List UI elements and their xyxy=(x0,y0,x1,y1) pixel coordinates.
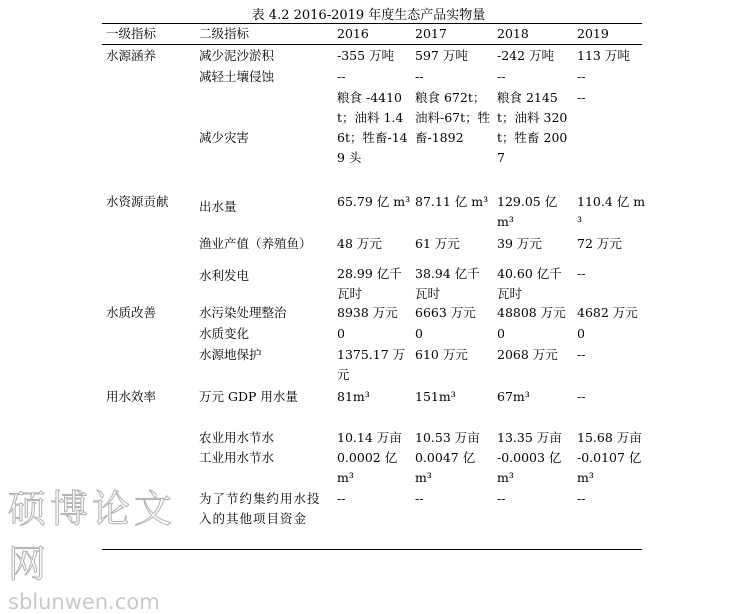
table-cell: -0.0107 亿 m³ xyxy=(577,450,642,485)
table-cell: 0 xyxy=(337,326,345,341)
table-cell: 10.14 万亩 xyxy=(337,430,402,445)
table-cell: 1375.17 万元 xyxy=(337,347,406,382)
row-label: 减轻土壤侵蚀 xyxy=(199,69,275,84)
table-cell: 67m³ xyxy=(497,389,530,404)
table-cell: -- xyxy=(337,69,346,84)
table-cell: 0.0047 亿 m³ xyxy=(415,450,476,485)
row-label: 万元 GDP 用水量 xyxy=(199,389,298,404)
table-cell: 28.99 亿千瓦时 xyxy=(337,266,402,301)
level1-water-quality: 水质改善 xyxy=(106,305,157,320)
row-label: 减少灾害 xyxy=(199,130,250,145)
table-cell: -- xyxy=(337,491,346,506)
table-cell: -- xyxy=(577,389,586,404)
header-2016: 2016 xyxy=(337,26,369,41)
row-label: 减少泥沙淤积 xyxy=(199,48,275,63)
header-level2: 二级指标 xyxy=(199,26,250,41)
header-rule xyxy=(102,44,642,45)
table-cell: -- xyxy=(415,69,424,84)
table-cell: -- xyxy=(577,266,586,281)
table-cell: -- xyxy=(415,491,424,506)
row-label: 水利发电 xyxy=(199,268,250,283)
table-cell: 65.79 亿 m³ xyxy=(337,194,411,209)
table-cell: 72 万元 xyxy=(577,236,622,251)
table-cell: 0 xyxy=(577,326,585,341)
table-cell: -- xyxy=(577,90,586,105)
table-cell: 40.60 亿千瓦时 xyxy=(497,266,562,301)
watermark xyxy=(8,478,198,614)
level1-water-contribution: 水资源贡献 xyxy=(106,194,169,209)
table-cell: 610 万元 xyxy=(415,347,468,362)
table-cell: 0 xyxy=(497,326,505,341)
table-cell: -355 万吨 xyxy=(337,48,395,63)
table-cell: 粮食 2145t；油料 320t；牲畜 2007 xyxy=(497,90,568,165)
header-2019: 2019 xyxy=(577,26,609,41)
header-2018: 2018 xyxy=(497,26,529,41)
table-cell: 597 万吨 xyxy=(415,48,468,63)
table-cell: -- xyxy=(577,347,586,362)
header-level1: 一级指标 xyxy=(106,26,157,41)
table-cell: 0 xyxy=(415,326,423,341)
table-cell: -- xyxy=(577,491,586,506)
level1-water-efficiency: 用水效率 xyxy=(106,389,157,404)
table-cell: 87.11 亿 m³ xyxy=(415,194,489,209)
table-title: 表 4.2 2016-2019 年度生态产品实物量 xyxy=(251,8,486,23)
table-cell: -242 万吨 xyxy=(497,48,555,63)
table-cell: 2068 万元 xyxy=(497,347,558,362)
table-cell: -- xyxy=(497,69,506,84)
header-2017: 2017 xyxy=(415,26,447,41)
row-label: 水污染处理整治 xyxy=(199,305,287,320)
row-label: 水质变化 xyxy=(199,326,250,341)
table-cell: -- xyxy=(577,69,586,84)
table-cell: 粮食 -4410t；油料 1.46t；牲畜-149 头 xyxy=(337,90,408,165)
table-cell: 6663 万元 xyxy=(415,305,476,320)
table-cell: 81m³ xyxy=(337,389,370,404)
row-label: 出水量 xyxy=(199,199,237,214)
row-label: 渔业产值（养殖鱼） xyxy=(199,236,312,251)
row-label: 水源地保护 xyxy=(199,347,262,362)
level1-water-conservation: 水源涵养 xyxy=(106,48,157,63)
table-cell: 10.53 万亩 xyxy=(415,430,480,445)
table-cell: 151m³ xyxy=(415,389,456,404)
row-label: 工业用水节水 xyxy=(199,450,275,465)
table-cell: -0.0003 亿 m³ xyxy=(497,450,562,485)
watermark-cn: 硕博论文网 xyxy=(8,487,177,586)
table-cell: 110.4 亿 m³ xyxy=(577,194,646,229)
table-cell: 39 万元 xyxy=(497,236,542,251)
table-cell: 4682 万元 xyxy=(577,305,638,320)
table-cell: 粮食 672t；油料-67t；牲畜-1892 xyxy=(415,90,491,145)
watermark-url: sblunwen.com xyxy=(8,590,160,614)
table-cell: 13.35 万亩 xyxy=(497,430,562,445)
top-rule xyxy=(102,23,642,24)
table-cell: 0.0002 亿 m³ xyxy=(337,450,398,485)
table-cell: 61 万元 xyxy=(415,236,460,251)
table-cell: -- xyxy=(497,491,506,506)
table-cell: 8938 万元 xyxy=(337,305,398,320)
table-cell: 15.68 万亩 xyxy=(577,430,642,445)
bottom-rule xyxy=(102,549,642,550)
table-cell: 129.05 亿 m³ xyxy=(497,194,558,229)
table-cell: 38.94 亿千瓦时 xyxy=(415,266,480,301)
table-cell: 113 万吨 xyxy=(577,48,630,63)
table-cell: 48808 万元 xyxy=(497,305,566,320)
table-cell: 48 万元 xyxy=(337,236,382,251)
row-label: 农业用水节水 xyxy=(199,430,275,445)
row-label: 为了节约集约用水投入的其他项目资金 xyxy=(199,491,321,526)
